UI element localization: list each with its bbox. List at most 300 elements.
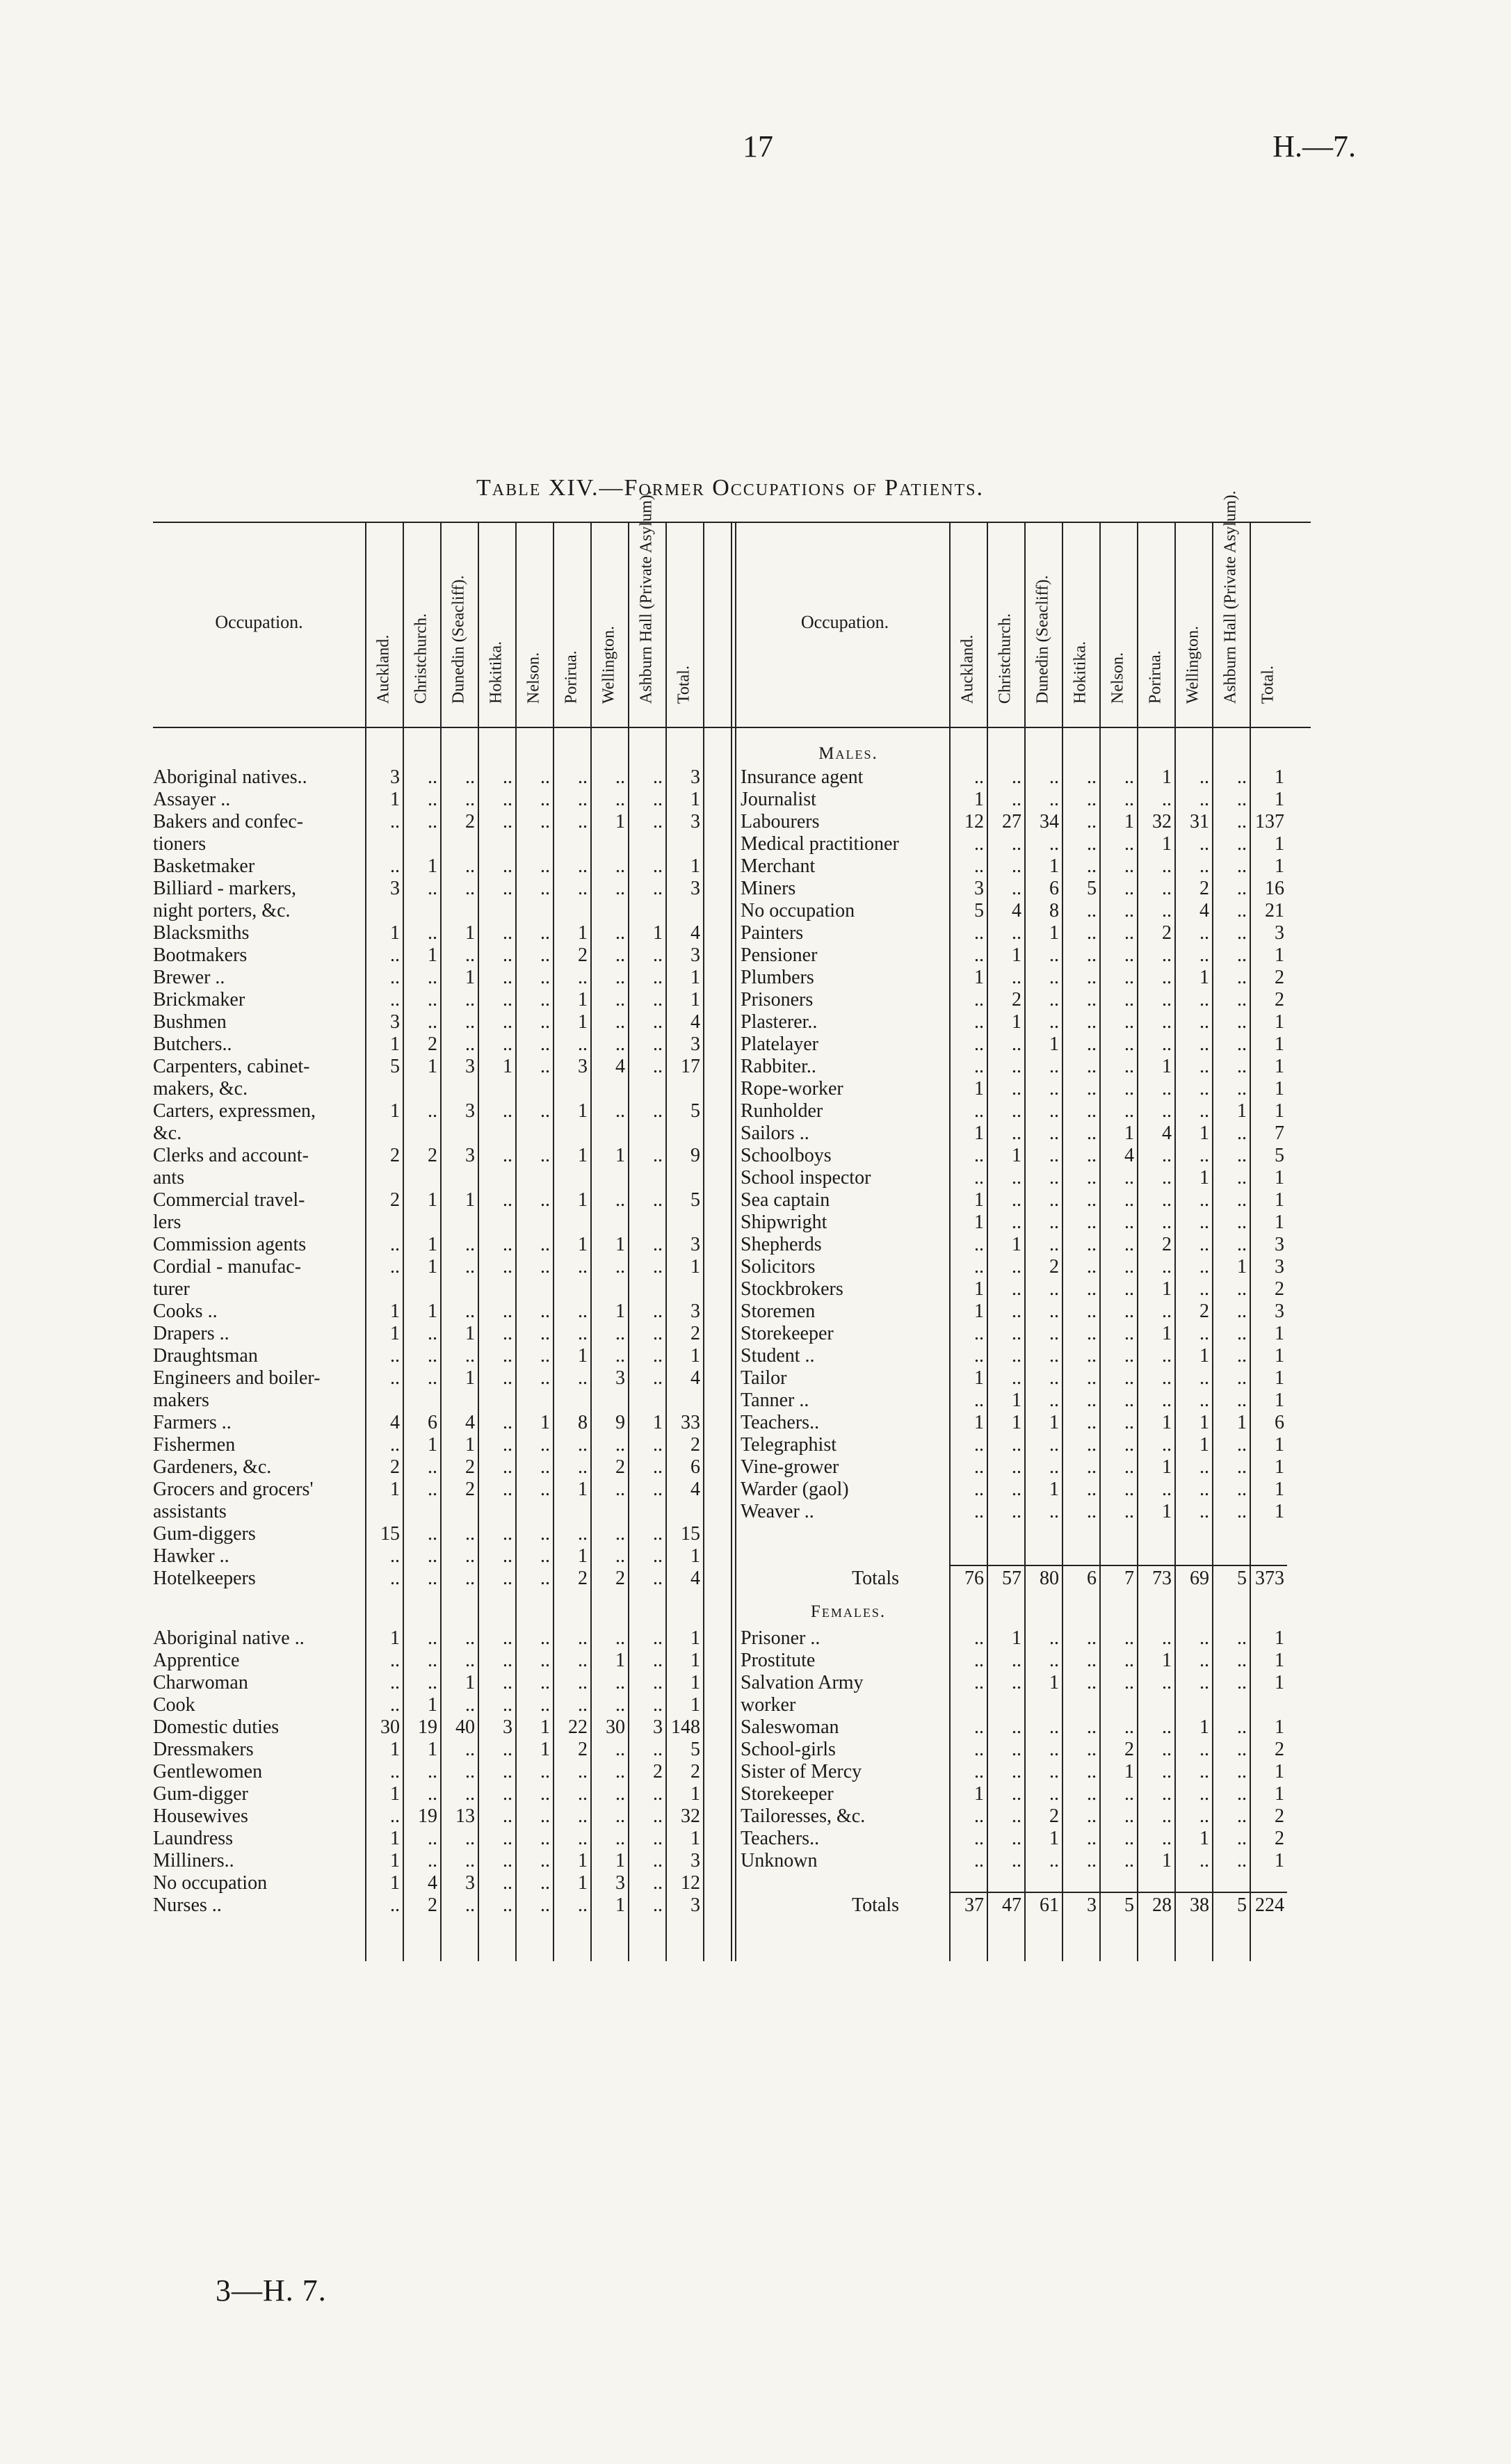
value-cell: 4 bbox=[690, 1568, 700, 1589]
value-cell: 1 bbox=[390, 1828, 400, 1849]
value-cell: .. bbox=[1124, 1211, 1134, 1233]
occupation-cell: Prisoners bbox=[741, 989, 814, 1010]
value-cell: 5 bbox=[1237, 1568, 1247, 1589]
column-header-label: Wellington. bbox=[599, 625, 618, 704]
value-cell: .. bbox=[615, 1189, 625, 1211]
value-cell: 40 bbox=[455, 1716, 475, 1738]
value-cell: 1 bbox=[428, 1301, 437, 1322]
table-row bbox=[153, 1761, 703, 1783]
value-cell: .. bbox=[1049, 1122, 1059, 1144]
value-cell: .. bbox=[503, 922, 512, 944]
value-cell: 3 bbox=[974, 878, 984, 899]
table-row bbox=[153, 1672, 703, 1694]
occupation-cell: Engineers and boiler- bbox=[153, 1367, 321, 1389]
value-cell: .. bbox=[390, 1545, 400, 1567]
value-cell: 1 bbox=[1162, 1323, 1172, 1344]
value-cell: .. bbox=[1012, 1456, 1021, 1478]
value-cell: .. bbox=[1199, 1056, 1209, 1077]
center-rule bbox=[731, 522, 732, 1961]
value-cell: .. bbox=[1162, 1716, 1172, 1738]
value-cell: .. bbox=[1162, 900, 1172, 921]
value-cell: .. bbox=[1012, 1434, 1021, 1456]
value-cell: .. bbox=[615, 1694, 625, 1716]
value-cell: .. bbox=[1162, 944, 1172, 966]
column-header-label: Wellington. bbox=[1183, 625, 1202, 704]
value-cell: .. bbox=[653, 1650, 663, 1671]
value-cell: 1 bbox=[1012, 1390, 1021, 1411]
value-cell: .. bbox=[390, 1568, 400, 1589]
value-cell: .. bbox=[1049, 1501, 1059, 1522]
value-cell: .. bbox=[653, 1850, 663, 1871]
value-cell: .. bbox=[1012, 878, 1021, 899]
value-cell: .. bbox=[1199, 1783, 1209, 1805]
value-cell: .. bbox=[428, 1367, 437, 1389]
value-cell: 1 bbox=[428, 944, 437, 966]
value-cell: 1 bbox=[690, 1828, 700, 1849]
value-cell: .. bbox=[540, 1894, 550, 1916]
value-cell: .. bbox=[465, 1894, 475, 1916]
value-cell: .. bbox=[1049, 833, 1059, 855]
value-cell: 1 bbox=[1012, 944, 1021, 966]
occupation-cell: Bootmakers bbox=[153, 944, 248, 966]
value-cell: .. bbox=[540, 1345, 550, 1367]
value-cell: .. bbox=[390, 1367, 400, 1389]
value-cell: 1 bbox=[690, 1256, 700, 1278]
value-cell: .. bbox=[1237, 900, 1247, 921]
value-cell: .. bbox=[615, 789, 625, 810]
value-cell: .. bbox=[653, 878, 663, 899]
value-cell: 2 bbox=[1275, 1739, 1284, 1760]
value-cell: .. bbox=[1124, 1672, 1134, 1693]
value-cell: 1 bbox=[1275, 1501, 1284, 1522]
value-cell: .. bbox=[1012, 1672, 1021, 1693]
value-cell: 6 bbox=[428, 1412, 437, 1433]
value-cell: 1 bbox=[578, 1872, 588, 1894]
value-cell: 2 bbox=[615, 1568, 625, 1589]
value-cell: 3 bbox=[615, 1367, 625, 1389]
value-cell: 5 bbox=[974, 900, 984, 921]
value-cell: 4 bbox=[690, 1479, 700, 1500]
table-row bbox=[741, 1694, 1287, 1716]
value-cell: 5 bbox=[1237, 1894, 1247, 1916]
value-cell: 1 bbox=[578, 989, 588, 1010]
value-cell: .. bbox=[540, 1479, 550, 1500]
value-cell: .. bbox=[390, 811, 400, 832]
column-header-label: Hokitika. bbox=[1071, 641, 1090, 704]
value-cell: .. bbox=[540, 1056, 550, 1077]
occupation-cell: Billiard - markers, bbox=[153, 878, 297, 899]
value-cell: 1 bbox=[974, 1078, 984, 1100]
value-cell: .. bbox=[1237, 1805, 1247, 1827]
value-cell: 3 bbox=[690, 1033, 700, 1055]
value-cell: 1 bbox=[1275, 1189, 1284, 1211]
occupation-cell: Farmers .. bbox=[153, 1412, 232, 1433]
value-cell: .. bbox=[540, 1367, 550, 1389]
value-cell: 80 bbox=[1040, 1568, 1059, 1589]
column-header-label: Porirua. bbox=[1146, 650, 1165, 704]
table-row bbox=[153, 1367, 703, 1390]
value-cell: .. bbox=[1199, 766, 1209, 788]
value-cell: .. bbox=[1049, 1011, 1059, 1033]
value-cell: 1 bbox=[1049, 1479, 1059, 1500]
value-cell: .. bbox=[1012, 1100, 1021, 1122]
value-cell: 4 bbox=[615, 1056, 625, 1077]
column-header-label: Dunedin (Seacliff). bbox=[1033, 575, 1052, 704]
value-cell: .. bbox=[1199, 944, 1209, 966]
value-cell: .. bbox=[1012, 1345, 1021, 1367]
value-cell: 5 bbox=[1124, 1894, 1134, 1916]
table-row bbox=[153, 1894, 703, 1917]
value-cell: .. bbox=[615, 922, 625, 944]
occupation-cell: Tanner .. bbox=[741, 1390, 809, 1411]
value-cell: .. bbox=[428, 1828, 437, 1849]
value-cell: .. bbox=[1087, 1761, 1097, 1782]
value-cell: 32 bbox=[1152, 811, 1172, 832]
value-cell: .. bbox=[1199, 855, 1209, 877]
value-cell: .. bbox=[1049, 1627, 1059, 1649]
value-cell: .. bbox=[540, 1434, 550, 1456]
value-cell: 3 bbox=[503, 1716, 512, 1738]
value-cell: .. bbox=[1237, 1761, 1247, 1782]
value-cell: 5 bbox=[1087, 878, 1097, 899]
value-cell: .. bbox=[615, 1783, 625, 1805]
value-cell: .. bbox=[1124, 1434, 1134, 1456]
value-cell: 1 bbox=[974, 967, 984, 988]
table-row bbox=[153, 1011, 703, 1033]
value-cell: .. bbox=[503, 1761, 512, 1782]
value-cell: 5 bbox=[390, 1056, 400, 1077]
value-cell: .. bbox=[1012, 1716, 1021, 1738]
value-cell: .. bbox=[465, 878, 475, 899]
occupation-cell: Insurance agent bbox=[741, 766, 864, 788]
column-header-label: Auckland. bbox=[374, 634, 393, 704]
value-cell: .. bbox=[503, 1234, 512, 1255]
value-cell: .. bbox=[465, 989, 475, 1010]
value-cell: .. bbox=[1162, 1434, 1172, 1456]
value-cell: 1 bbox=[974, 1301, 984, 1322]
occupation-cell: Nurses .. bbox=[153, 1894, 222, 1916]
table-row bbox=[741, 1234, 1287, 1256]
value-cell: 1 bbox=[615, 1850, 625, 1871]
value-cell: .. bbox=[1049, 1650, 1059, 1671]
value-cell: .. bbox=[1162, 878, 1172, 899]
column-header-label: Total. bbox=[1259, 666, 1277, 704]
table-row bbox=[153, 1033, 703, 1056]
value-cell: .. bbox=[974, 1456, 984, 1478]
value-cell: .. bbox=[503, 1568, 512, 1589]
value-cell: .. bbox=[503, 989, 512, 1010]
value-cell: 1 bbox=[1162, 1456, 1172, 1478]
value-cell: 47 bbox=[1002, 1894, 1021, 1916]
occupation-cell: Unknown bbox=[741, 1850, 818, 1871]
occupation-cell: Blacksmiths bbox=[153, 922, 250, 944]
value-cell: .. bbox=[503, 1523, 512, 1545]
column-header-label: Nelson. bbox=[1108, 652, 1127, 704]
value-cell: 1 bbox=[615, 1301, 625, 1322]
value-cell: .. bbox=[1087, 1412, 1097, 1433]
value-cell: .. bbox=[1049, 1783, 1059, 1805]
value-cell: 34 bbox=[1040, 811, 1059, 832]
value-cell: 32 bbox=[681, 1805, 700, 1827]
value-cell: .. bbox=[1237, 766, 1247, 788]
value-cell: .. bbox=[653, 1145, 663, 1166]
value-cell: .. bbox=[974, 766, 984, 788]
table-row bbox=[153, 1627, 703, 1650]
column-header-right-8 bbox=[1217, 490, 1245, 727]
value-cell: 1 bbox=[428, 1694, 437, 1716]
table-row bbox=[153, 1390, 703, 1412]
value-cell: 1 bbox=[428, 855, 437, 877]
value-cell: .. bbox=[1049, 1323, 1059, 1344]
occupation-cell: Student .. bbox=[741, 1345, 815, 1367]
value-cell: .. bbox=[1049, 1456, 1059, 1478]
value-cell: .. bbox=[1124, 1234, 1134, 1255]
column-header-label: Total. bbox=[674, 666, 693, 704]
value-cell: 1 bbox=[1275, 833, 1284, 855]
value-cell: .. bbox=[974, 1145, 984, 1166]
value-cell: .. bbox=[615, 766, 625, 788]
value-cell: .. bbox=[428, 1011, 437, 1033]
value-cell: 38 bbox=[1190, 1894, 1209, 1916]
value-cell: .. bbox=[540, 1256, 550, 1278]
occupation-cell: Shepherds bbox=[741, 1234, 822, 1255]
value-cell: .. bbox=[1162, 1301, 1172, 1322]
value-cell: 1 bbox=[1275, 1367, 1284, 1389]
value-cell: .. bbox=[540, 1234, 550, 1255]
value-cell: .. bbox=[1124, 855, 1134, 877]
value-cell: .. bbox=[428, 1568, 437, 1589]
value-cell: .. bbox=[540, 989, 550, 1010]
value-cell: .. bbox=[578, 967, 588, 988]
value-cell: .. bbox=[1012, 766, 1021, 788]
value-cell: .. bbox=[540, 1523, 550, 1545]
table-row bbox=[153, 855, 703, 878]
value-cell: 2 bbox=[1199, 1301, 1209, 1322]
value-cell: .. bbox=[974, 1434, 984, 1456]
occupation-cell: School-girls bbox=[741, 1739, 836, 1760]
value-cell: 1 bbox=[615, 1145, 625, 1166]
value-cell: .. bbox=[1237, 1456, 1247, 1478]
value-cell: 1 bbox=[578, 1011, 588, 1033]
value-cell: .. bbox=[653, 1805, 663, 1827]
value-cell: 31 bbox=[1190, 811, 1209, 832]
table-row bbox=[153, 1078, 703, 1100]
occupation-cell: Warder (gaol) bbox=[741, 1479, 849, 1500]
value-cell: .. bbox=[1087, 922, 1097, 944]
value-cell: .. bbox=[540, 855, 550, 877]
value-cell: .. bbox=[465, 1256, 475, 1278]
value-cell: 3 bbox=[690, 1894, 700, 1916]
value-cell: .. bbox=[1199, 1650, 1209, 1671]
value-cell: 30 bbox=[380, 1716, 400, 1738]
table-row bbox=[153, 1145, 703, 1167]
value-cell: .. bbox=[578, 1301, 588, 1322]
value-cell: .. bbox=[578, 789, 588, 810]
value-cell: .. bbox=[578, 1650, 588, 1671]
table-row bbox=[153, 1456, 703, 1479]
value-cell: .. bbox=[1237, 1167, 1247, 1189]
value-cell: 1 bbox=[1049, 1412, 1059, 1433]
value-cell: .. bbox=[1162, 1189, 1172, 1211]
value-cell: .. bbox=[578, 1367, 588, 1389]
occupation-cell: Basketmaker bbox=[153, 855, 255, 877]
value-cell: 2 bbox=[1049, 1805, 1059, 1827]
value-cell: .. bbox=[390, 1234, 400, 1255]
value-cell: .. bbox=[1087, 1672, 1097, 1693]
value-cell: .. bbox=[653, 1872, 663, 1894]
value-cell: 5 bbox=[690, 1189, 700, 1211]
value-cell: .. bbox=[1012, 789, 1021, 810]
value-cell: 2 bbox=[465, 811, 475, 832]
value-cell: .. bbox=[1012, 1367, 1021, 1389]
value-cell: .. bbox=[1087, 1828, 1097, 1849]
value-cell: .. bbox=[1237, 1367, 1247, 1389]
value-cell: .. bbox=[1124, 1301, 1134, 1322]
value-cell: 2 bbox=[615, 1456, 625, 1478]
value-cell: 1 bbox=[465, 1323, 475, 1344]
value-cell: .. bbox=[653, 1323, 663, 1344]
value-cell: 30 bbox=[606, 1716, 625, 1738]
value-cell: 1 bbox=[428, 1234, 437, 1255]
value-cell: .. bbox=[615, 1627, 625, 1649]
occupation-cell: Carpenters, cabinet- bbox=[153, 1056, 310, 1077]
value-cell: .. bbox=[615, 1011, 625, 1033]
value-cell: .. bbox=[1124, 1390, 1134, 1411]
value-cell: .. bbox=[1124, 1501, 1134, 1522]
value-cell: .. bbox=[578, 1672, 588, 1693]
value-cell: .. bbox=[390, 967, 400, 988]
value-cell: .. bbox=[1124, 1850, 1134, 1871]
value-cell: .. bbox=[540, 1568, 550, 1589]
occupation-cell: Aboriginal native .. bbox=[153, 1627, 305, 1649]
table-row bbox=[153, 789, 703, 811]
value-cell: .. bbox=[615, 1434, 625, 1456]
value-cell: .. bbox=[1124, 1456, 1134, 1478]
value-cell: .. bbox=[1237, 1145, 1247, 1166]
value-cell: .. bbox=[1162, 1828, 1172, 1849]
value-cell: .. bbox=[1087, 833, 1097, 855]
value-cell: 1 bbox=[1199, 1828, 1209, 1849]
value-cell: 1 bbox=[465, 1189, 475, 1211]
column-header-right-1 bbox=[954, 536, 982, 727]
value-cell: .. bbox=[1199, 1501, 1209, 1522]
table-row bbox=[741, 766, 1287, 789]
table-row bbox=[741, 1100, 1287, 1122]
value-cell: .. bbox=[1237, 944, 1247, 966]
value-cell: 1 bbox=[974, 1367, 984, 1389]
value-cell: .. bbox=[465, 766, 475, 788]
value-cell: 1 bbox=[1124, 811, 1134, 832]
value-cell: .. bbox=[653, 1545, 663, 1567]
value-cell: 1 bbox=[1275, 944, 1284, 966]
value-cell: .. bbox=[1124, 944, 1134, 966]
value-cell: .. bbox=[1012, 833, 1021, 855]
value-cell: .. bbox=[465, 1523, 475, 1545]
table-row bbox=[741, 1301, 1287, 1323]
table-row bbox=[741, 900, 1287, 922]
value-cell: 1 bbox=[390, 1479, 400, 1500]
value-cell: .. bbox=[1199, 1278, 1209, 1300]
occupation-cell: makers bbox=[153, 1390, 209, 1411]
totals-row bbox=[741, 1894, 1287, 1917]
table-row bbox=[153, 1783, 703, 1805]
value-cell: .. bbox=[465, 1761, 475, 1782]
value-cell: 3 bbox=[465, 1100, 475, 1122]
occupation-cell: Hawker .. bbox=[153, 1545, 229, 1567]
occupation-cell: Teachers.. bbox=[741, 1412, 820, 1433]
value-cell: .. bbox=[1199, 789, 1209, 810]
value-cell: .. bbox=[465, 1850, 475, 1871]
table-row bbox=[153, 922, 703, 944]
value-cell: 2 bbox=[1162, 1234, 1172, 1255]
value-cell: .. bbox=[1237, 1278, 1247, 1300]
value-cell: .. bbox=[1087, 1805, 1097, 1827]
value-cell: .. bbox=[615, 944, 625, 966]
occupation-cell: Dressmakers bbox=[153, 1739, 254, 1760]
value-cell: 21 bbox=[1265, 900, 1284, 921]
value-cell: .. bbox=[465, 1234, 475, 1255]
value-cell: .. bbox=[1237, 1828, 1247, 1849]
occupation-cell: Gum-diggers bbox=[153, 1523, 256, 1545]
value-cell: .. bbox=[1124, 1256, 1134, 1278]
value-cell: 1 bbox=[690, 1345, 700, 1367]
value-cell: .. bbox=[1199, 1145, 1209, 1166]
value-cell: .. bbox=[465, 855, 475, 877]
table-row bbox=[741, 1033, 1287, 1056]
table-row bbox=[153, 1412, 703, 1434]
value-cell: 1 bbox=[390, 1033, 400, 1055]
value-cell: .. bbox=[653, 1345, 663, 1367]
totals-row bbox=[741, 1568, 1287, 1590]
value-cell: .. bbox=[1237, 811, 1247, 832]
table-row bbox=[153, 1523, 703, 1545]
column-header-right-7 bbox=[1179, 536, 1207, 727]
value-cell: .. bbox=[428, 1650, 437, 1671]
value-cell: 1 bbox=[1012, 1234, 1021, 1255]
value-cell: 6 bbox=[1087, 1568, 1097, 1589]
value-cell: 7 bbox=[1124, 1568, 1134, 1589]
value-cell: .. bbox=[1124, 878, 1134, 899]
value-cell: .. bbox=[653, 1479, 663, 1500]
table-row bbox=[153, 1650, 703, 1672]
value-cell: .. bbox=[503, 1011, 512, 1033]
value-cell: 3 bbox=[465, 1872, 475, 1894]
value-cell: .. bbox=[653, 1456, 663, 1478]
occupation-cell: tioners bbox=[153, 833, 207, 855]
value-cell: .. bbox=[1087, 1479, 1097, 1500]
value-cell: 3 bbox=[465, 1145, 475, 1166]
value-cell: .. bbox=[1012, 1650, 1021, 1671]
value-cell: .. bbox=[1087, 1234, 1097, 1255]
value-cell: .. bbox=[390, 1434, 400, 1456]
value-cell: .. bbox=[540, 1323, 550, 1344]
value-cell: 137 bbox=[1255, 811, 1284, 832]
value-cell: 1 bbox=[578, 1234, 588, 1255]
table-row bbox=[741, 1672, 1287, 1694]
value-cell: .. bbox=[653, 1011, 663, 1033]
value-cell: .. bbox=[1162, 1345, 1172, 1367]
value-cell: .. bbox=[1012, 1501, 1021, 1522]
table-row bbox=[741, 789, 1287, 811]
value-cell: .. bbox=[1012, 1056, 1021, 1077]
value-cell: .. bbox=[503, 1100, 512, 1122]
value-cell: .. bbox=[390, 1694, 400, 1716]
value-cell: 1 bbox=[1275, 1033, 1284, 1055]
document-code: H.—7. bbox=[1272, 129, 1356, 163]
value-cell: .. bbox=[653, 766, 663, 788]
value-cell: .. bbox=[540, 878, 550, 899]
value-cell: 1 bbox=[578, 922, 588, 944]
